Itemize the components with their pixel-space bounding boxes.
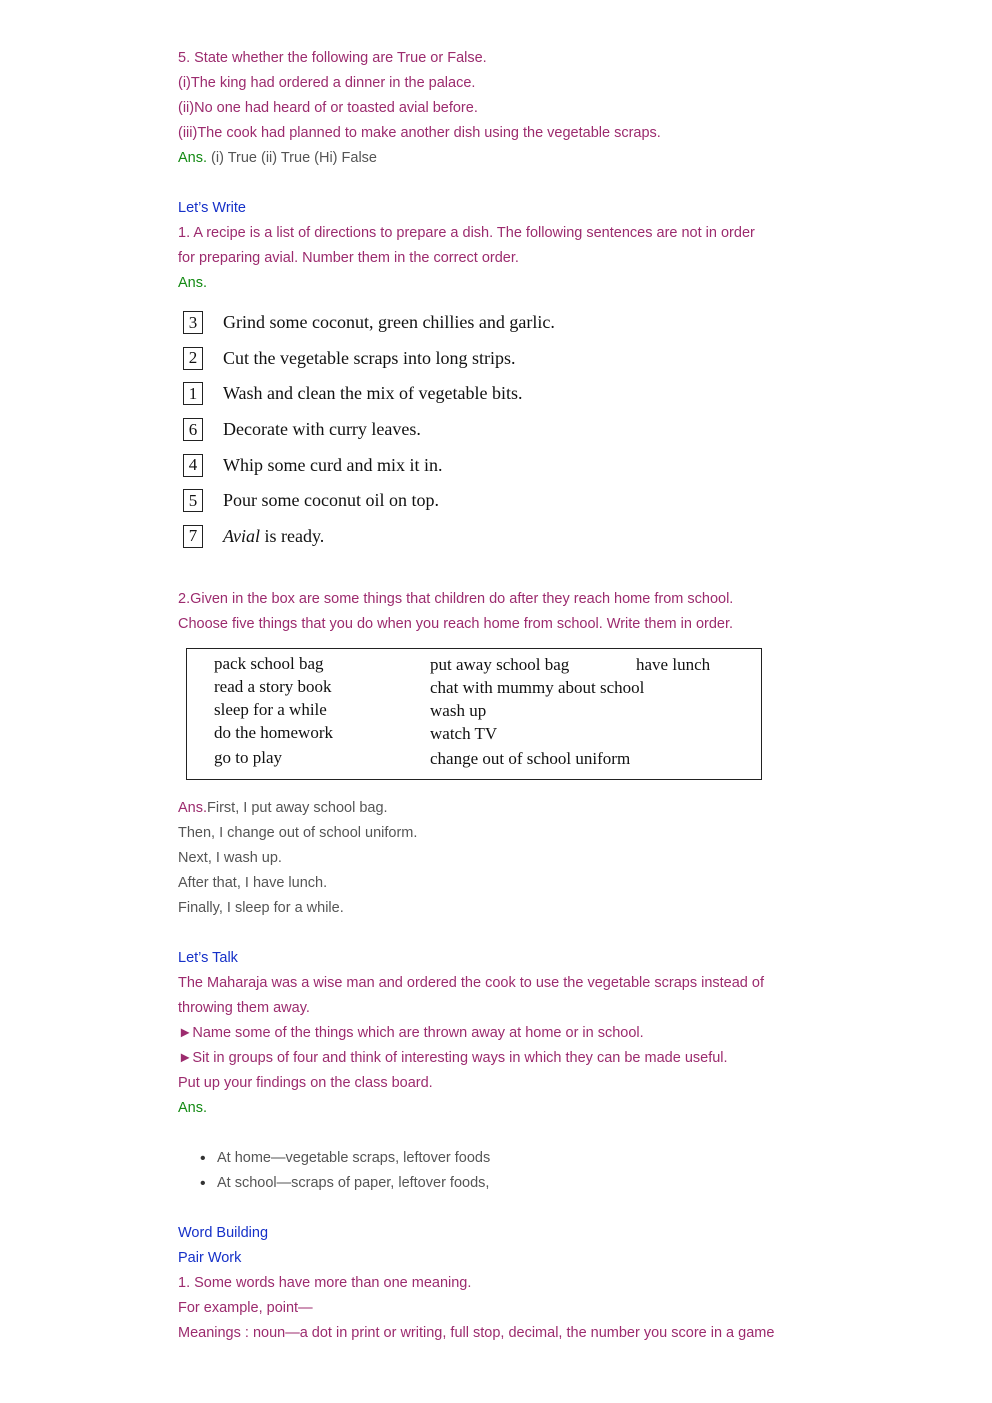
word-building-line: For example, point— — [178, 1300, 313, 1317]
box-item: wash up — [430, 701, 487, 721]
pair-work-heading: Pair Work — [178, 1250, 242, 1267]
step-text-italic: Avial — [223, 525, 260, 546]
q5-item-2: (ii)No one had heard of or toasted avial before. — [178, 100, 478, 116]
step-text-rest: is ready. — [260, 525, 325, 546]
recipe-step — [178, 519, 818, 555]
step-text — [223, 526, 324, 547]
lets-write-q2-line1: 2.Given in the box are some things that children do after they reach home from school. — [178, 591, 734, 608]
step-text: Cut the vegetable scraps into long strips. — [223, 347, 516, 368]
step-number: 3 — [183, 311, 203, 334]
lets-write-q2-line2: Choose five things that you do when you reach home from school. Write them in order. — [178, 616, 734, 633]
step-text: Pour some coconut oil on top. — [223, 490, 439, 511]
q5-title: 5. State whether the following are True or False. — [178, 50, 487, 66]
recipe-step — [178, 412, 818, 448]
box-item: go to play — [214, 748, 282, 768]
lets-write-heading: Let’s Write — [178, 200, 246, 216]
lets-talk-line: The Maharaja was a wise man and ordered the cook to use the vegetable scraps instead of — [178, 975, 764, 992]
box-item: do the homework — [214, 723, 333, 743]
recipe-step — [178, 483, 818, 519]
list-item: • At school—scraps of paper, leftover foods, — [178, 1171, 818, 1196]
box-item: watch TV — [430, 724, 498, 744]
answer-text: After that, I have lunch. — [178, 875, 328, 892]
step-number: 5 — [183, 489, 203, 512]
recipe-step — [178, 376, 818, 412]
box-item: sleep for a while — [214, 700, 327, 720]
step-number: 2 — [183, 347, 203, 370]
answer-label: Ans. — [178, 275, 208, 291]
answer-label: Ans. — [178, 800, 208, 817]
word-building-heading: Word Building — [178, 1225, 269, 1242]
document-page — [178, 46, 818, 1346]
step-number: 7 — [183, 525, 203, 548]
box-item: put away school bag — [430, 655, 570, 675]
recipe-list — [178, 305, 818, 554]
answer-text: First, I put away school bag. — [207, 800, 388, 817]
activities-box — [186, 648, 762, 780]
answer-text: (i) True (ii) True (Hi) False — [207, 150, 378, 166]
q2-answer — [178, 796, 818, 821]
lets-talk-line: ►Name some of the things which are thrown away at home or in school. — [178, 1025, 644, 1042]
box-item: have lunch — [636, 655, 711, 675]
box-item: pack school bag — [214, 654, 324, 674]
answer-text: Next, I wash up. — [178, 850, 282, 867]
box-item: chat with mummy about school — [430, 678, 645, 698]
lets-write-q1-line1: 1. A recipe is a list of directions to prepare a dish. The following sentences are not in order — [178, 225, 755, 241]
lets-talk-line: throwing them away. — [178, 1000, 310, 1017]
lets-talk-heading: Let’s Talk — [178, 950, 238, 967]
box-item: read a story book — [214, 677, 332, 697]
word-building-line: Meanings : noun—a dot in print or writing, full stop, decimal, the number you score in a game — [178, 1325, 775, 1342]
step-text: Grind some coconut, green chillies and garlic. — [223, 312, 555, 333]
lets-talk-line: Put up your findings on the class board. — [178, 1075, 433, 1092]
step-number: 4 — [183, 454, 203, 477]
step-number: 6 — [183, 418, 203, 441]
step-text: Wash and clean the mix of vegetable bits. — [223, 383, 523, 404]
recipe-step — [178, 305, 818, 341]
lets-talk-line: ►Sit in groups of four and think of interesting ways in which they can be made useful. — [178, 1050, 728, 1067]
step-text: Whip some curd and mix it in. — [223, 454, 443, 475]
q5-item-3: (iii)The cook had planned to make another dish using the vegetable scraps. — [178, 125, 661, 141]
q5-answer — [178, 146, 818, 171]
answer-label: Ans. — [178, 150, 208, 166]
recipe-step — [178, 447, 818, 483]
recipe-step — [178, 341, 818, 377]
step-number: 1 — [183, 382, 203, 405]
answer-text: Then, I change out of school uniform. — [178, 825, 418, 842]
answer-text: Finally, I sleep for a while. — [178, 900, 344, 917]
list-item: • At home—vegetable scraps, leftover foods — [178, 1146, 818, 1171]
word-building-line: 1. Some words have more than one meaning. — [178, 1275, 472, 1292]
step-text: Decorate with curry leaves. — [223, 419, 421, 440]
answer-label: Ans. — [178, 1100, 208, 1117]
q5-item-1: (i)The king had ordered a dinner in the palace. — [178, 75, 476, 91]
box-item: change out of school uniform — [430, 749, 631, 769]
answer-bullet-list — [178, 1146, 818, 1196]
lets-write-q1-line2: for preparing avial. Number them in the correct order. — [178, 250, 519, 266]
